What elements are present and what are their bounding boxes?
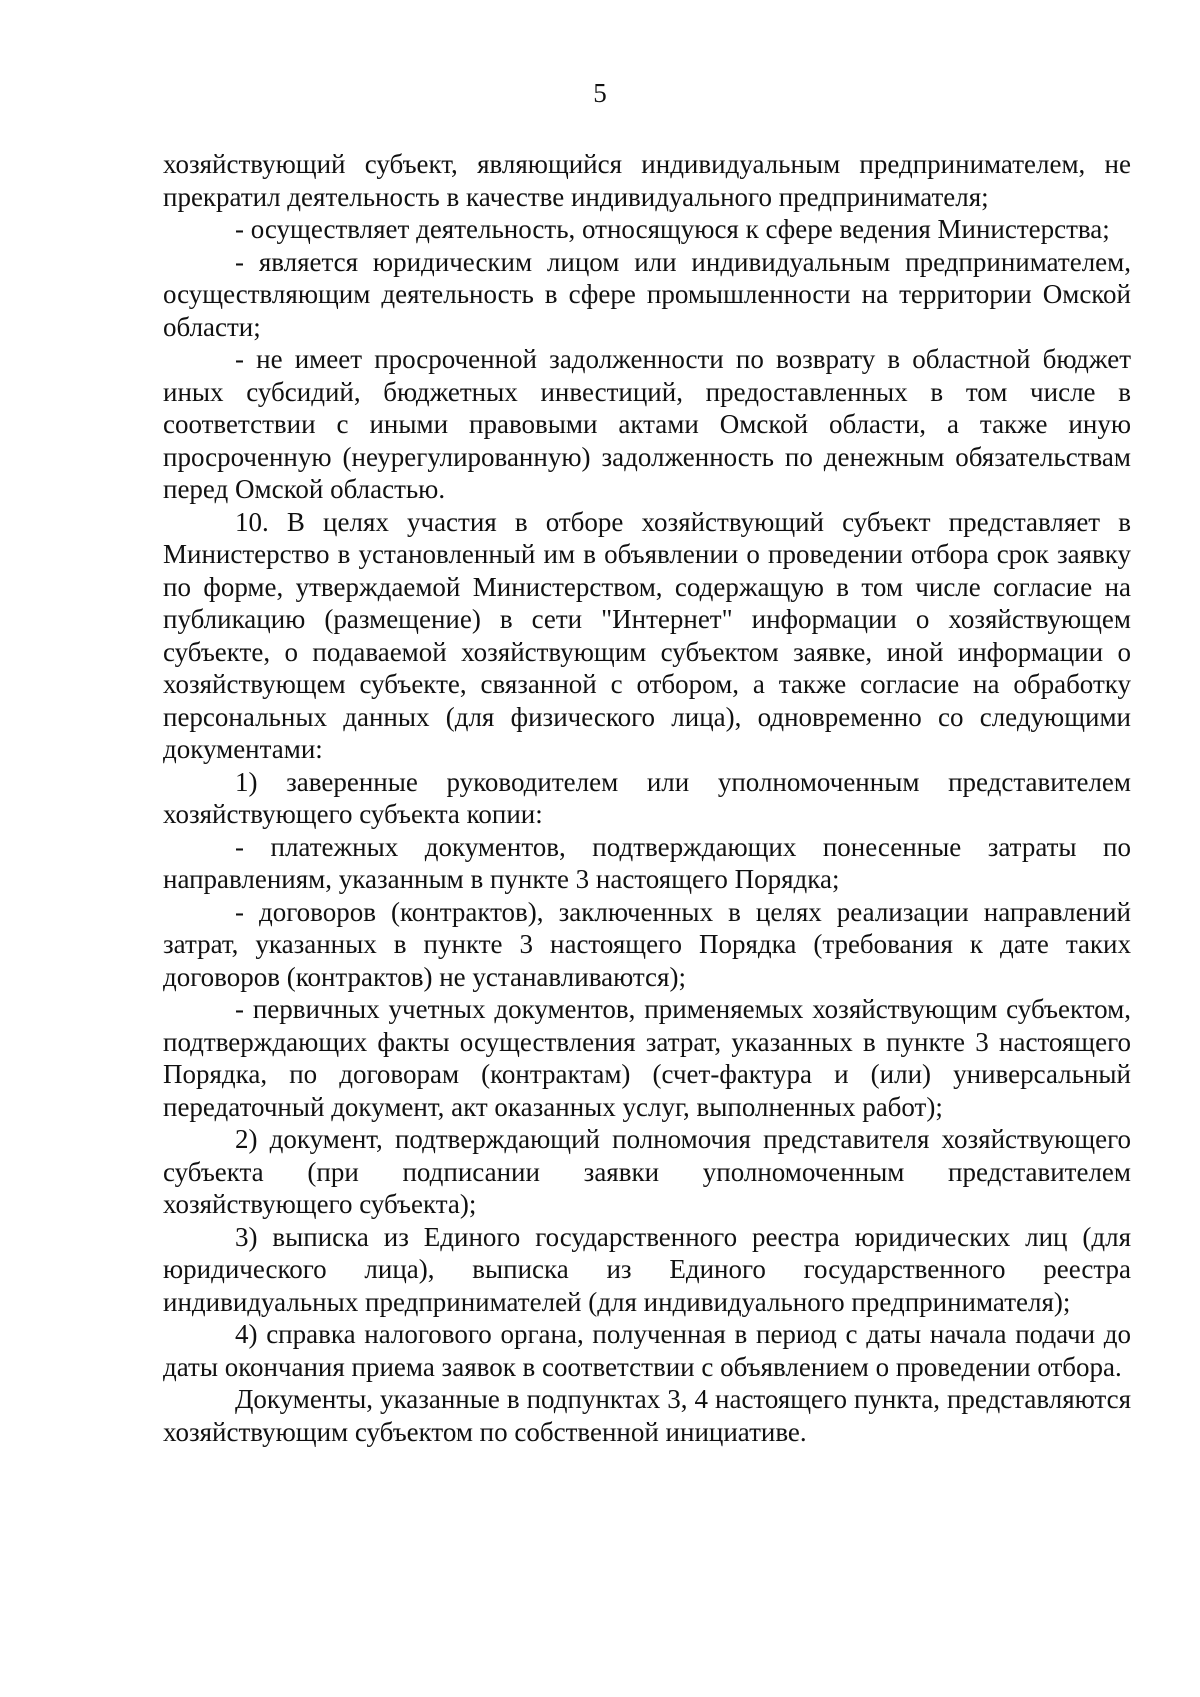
paragraph-no-debt: - не имеет просроченной задолженности по возврату в областной бюджет иных субсидий, бюджетных инвестиций, предоставленных в том числе в соответствии с иными правовыми актами Омской области, а также иную просроченную (неурегулированную) задолженность по денежным обязательствам перед Омской областью. xyxy=(163,344,1131,504)
paragraph-subitem-2: 2) документ, подтверждающий полномочия представителя хозяйствующего субъекта (при подписании заявки уполномоченным представителем хозяйствующего субъекта); xyxy=(163,1124,1131,1219)
paragraph-primary-docs: - первичных учетных документов, применяемых хозяйствующим субъектом, подтверждающих факты осуществления затрат, указанных в пункте 3 настоящего Порядка, по договорам (контрактам) (счет-фактура и (или) универсальный передаточный документ, акт оказанных услуг, выполненных работ); xyxy=(163,994,1131,1122)
document-body xyxy=(163,148,1131,1448)
paragraph-documents-initiative: Документы, указанные в подпунктах 3, 4 настоящего пункта, представляются хозяйствующим субъектом по собственной инициативе. xyxy=(163,1384,1131,1447)
paragraph-payment-docs: - платежных документов, подтверждающих понесенные затраты по направлениям, указанным в пункте 3 настоящего Порядка; xyxy=(163,831,1131,894)
paragraph-subitem-1: 1) заверенные руководителем или уполномоченным представителем хозяйствующего субъекта копии: xyxy=(163,766,1131,829)
paragraph-subitem-3: 3) выписка из Единого государственного реестра юридических лиц (для юридического лица), выписка из Единого государственного реестра индивидуальных предпринимателей (для индивидуального предпринимателя); xyxy=(163,1221,1131,1317)
paragraph-contracts: - договоров (контрактов), заключенных в целях реализации направлений затрат, указанных в пункте 3 настоящего Порядка (требования к дате таких договоров (контрактов) не устанавливаются); xyxy=(163,896,1131,992)
paragraph-legal-entity: - является юридическим лицом или индивидуальным предпринимателем, осуществляющим деятельность в сфере промышленности на территории Омской области; xyxy=(163,246,1131,342)
page-number: 5 xyxy=(593,78,607,108)
paragraph-subitem-4: 4) справка налогового органа, полученная в период с даты начала подачи до даты окончания приема заявок в соответствии с объявлением о проведении отбора. xyxy=(163,1319,1131,1382)
paragraph-continuation: хозяйствующий субъект, являющийся индивидуальным предпринимателем, не прекратил деятельность в качестве индивидуального предпринимателя; xyxy=(163,149,1131,212)
paragraph-item-10: 10. В целях участия в отборе хозяйствующий субъект представляет в Министерство в установленный им в объявлении о проведении отбора срок заявку по форме, утверждаемой Министерством, содержащую в том числе согласие на публикацию (размещение) в сети "Интернет" информации о хозяйствующем субъекте, о подаваемой хозяйствующим субъектом заявке, иной информации о хозяйствующем субъекте, связанной с отбором, а также согласие на обработку персональных данных (для физического лица), одновременно со следующими документами: xyxy=(163,506,1131,764)
paragraph-ministry-sphere: - осуществляет деятельность, относящуюся к сфере ведения Министерства; xyxy=(235,214,1110,244)
